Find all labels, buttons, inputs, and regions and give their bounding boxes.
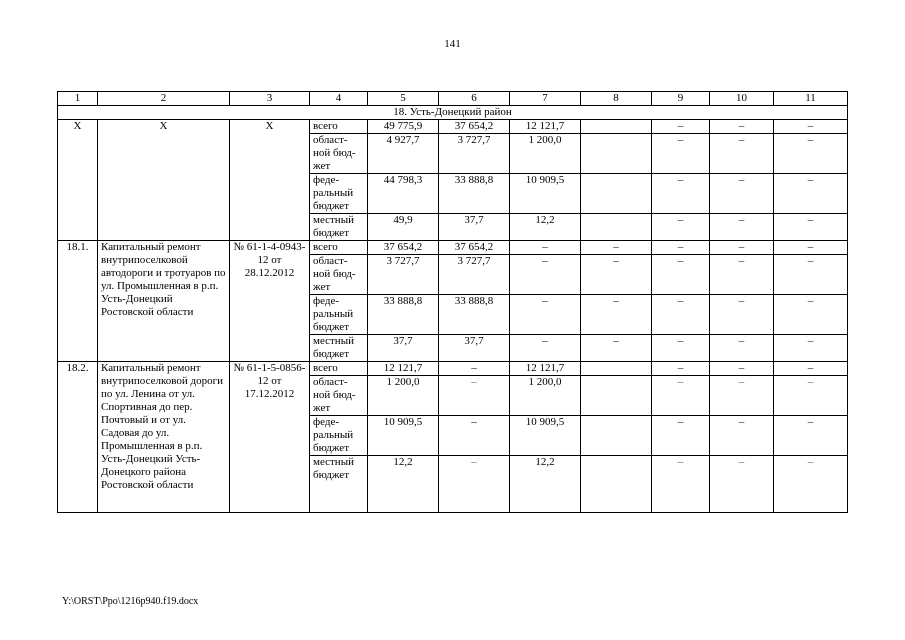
value-cell: 33 888,8 [439, 174, 510, 214]
value-cell: 12 121,7 [368, 362, 439, 376]
budget-label: област-ной бюд-жет [310, 134, 368, 174]
value-cell: 10 909,5 [510, 174, 581, 214]
value-cell: – [652, 241, 710, 255]
value-cell: – [581, 335, 652, 362]
budget-label: всего [310, 241, 368, 255]
column-header: 8 [581, 92, 652, 106]
value-cell: – [774, 335, 848, 362]
item-name: Капитальный ремонт внутрипоселковой дороги по ул. Ленина от ул. Спортивная до пер. Почтовый и от ул. Садовая до ул. Промышленная в р.п. Усть-Донецкий Усть-Донецкого района Ростовской области [98, 362, 230, 513]
value-cell: 49 775,9 [368, 120, 439, 134]
summary-contract: X [230, 120, 310, 241]
value-cell: 37,7 [439, 335, 510, 362]
column-header: 5 [368, 92, 439, 106]
value-cell: 33 888,8 [439, 295, 510, 335]
value-cell: – [774, 376, 848, 416]
value-cell: 1 200,0 [368, 376, 439, 416]
value-cell: – [774, 456, 848, 513]
value-cell: 12 121,7 [510, 362, 581, 376]
value-cell: – [710, 120, 774, 134]
value-cell: – [710, 134, 774, 174]
value-cell [581, 456, 652, 513]
table-row [58, 120, 848, 134]
budget-label: местный бюджет [310, 456, 368, 513]
column-header: 7 [510, 92, 581, 106]
item-name: Капитальный ремонт внутрипоселковой автодороги и тротуаров по ул. Промышленная в р.п. Усть-Донецкий Ростовской области [98, 241, 230, 362]
budget-label: местный бюджет [310, 214, 368, 241]
value-cell: – [774, 255, 848, 295]
value-cell: – [652, 295, 710, 335]
value-cell: – [439, 362, 510, 376]
value-cell: – [652, 120, 710, 134]
value-cell: – [710, 416, 774, 456]
value-cell [581, 120, 652, 134]
value-cell: 3 727,7 [439, 134, 510, 174]
column-header: 4 [310, 92, 368, 106]
value-cell: 3 727,7 [368, 255, 439, 295]
value-cell: – [710, 362, 774, 376]
value-cell: – [710, 255, 774, 295]
value-cell: – [652, 362, 710, 376]
value-cell: 33 888,8 [368, 295, 439, 335]
value-cell: – [774, 241, 848, 255]
column-header: 1 [58, 92, 98, 106]
item-number: 18.1. [58, 241, 98, 362]
item-contract: № 61-1-4-0943-12 от 28.12.2012 [230, 241, 310, 362]
column-header: 11 [774, 92, 848, 106]
value-cell: – [710, 335, 774, 362]
section-title: 18. Усть-Донецкий район [58, 106, 848, 120]
summary-name: X [98, 120, 230, 241]
value-cell: 12,2 [510, 456, 581, 513]
value-cell: – [710, 376, 774, 416]
value-cell: 4 927,7 [368, 134, 439, 174]
value-cell: 37,7 [439, 214, 510, 241]
file-path-footer: Y:\ORST\Ppo\1216p940.f19.docx [62, 596, 199, 607]
budget-label: област-ной бюд-жет [310, 376, 368, 416]
value-cell: – [652, 335, 710, 362]
value-cell: – [652, 255, 710, 295]
column-number-row [58, 92, 848, 106]
budget-label: местный бюджет [310, 335, 368, 362]
item-contract: № 61-1-5-0856-12 от 17.12.2012 [230, 362, 310, 513]
value-cell: – [581, 241, 652, 255]
column-header: 9 [652, 92, 710, 106]
value-cell: – [710, 456, 774, 513]
value-cell: 37 654,2 [439, 120, 510, 134]
value-cell: – [652, 134, 710, 174]
value-cell: – [510, 295, 581, 335]
value-cell: – [774, 362, 848, 376]
value-cell: – [510, 335, 581, 362]
table-row [58, 241, 848, 255]
value-cell: 12,2 [510, 214, 581, 241]
value-cell: – [652, 174, 710, 214]
value-cell: – [510, 255, 581, 295]
value-cell: – [710, 295, 774, 335]
value-cell: – [710, 241, 774, 255]
value-cell [581, 376, 652, 416]
budget-label: феде-ральный бюджет [310, 295, 368, 335]
value-cell: 1 200,0 [510, 134, 581, 174]
budget-label: феде-ральный бюджет [310, 416, 368, 456]
value-cell: – [774, 134, 848, 174]
value-cell: 12,2 [368, 456, 439, 513]
value-cell: – [439, 416, 510, 456]
value-cell: – [439, 376, 510, 416]
value-cell: 49,9 [368, 214, 439, 241]
value-cell: 44 798,3 [368, 174, 439, 214]
table-row [58, 362, 848, 376]
column-header: 6 [439, 92, 510, 106]
value-cell: – [774, 295, 848, 335]
column-header: 2 [98, 92, 230, 106]
value-cell: 37,7 [368, 335, 439, 362]
value-cell [581, 416, 652, 456]
value-cell: 37 654,2 [439, 241, 510, 255]
value-cell: – [652, 416, 710, 456]
value-cell: 10 909,5 [368, 416, 439, 456]
value-cell: – [774, 120, 848, 134]
value-cell: 37 654,2 [368, 241, 439, 255]
value-cell: 1 200,0 [510, 376, 581, 416]
summary-number: X [58, 120, 98, 241]
value-cell: 3 727,7 [439, 255, 510, 295]
column-header: 10 [710, 92, 774, 106]
value-cell: – [652, 376, 710, 416]
value-cell: – [439, 456, 510, 513]
budget-label: всего [310, 362, 368, 376]
value-cell: – [652, 214, 710, 241]
value-cell [581, 362, 652, 376]
value-cell: – [774, 416, 848, 456]
value-cell [581, 174, 652, 214]
page-number: 141 [444, 38, 461, 50]
value-cell [581, 214, 652, 241]
program-table [57, 91, 848, 513]
value-cell: – [652, 456, 710, 513]
value-cell [581, 134, 652, 174]
value-cell: – [710, 174, 774, 214]
budget-label: всего [310, 120, 368, 134]
section-row [58, 106, 848, 120]
value-cell: – [581, 295, 652, 335]
value-cell: 12 121,7 [510, 120, 581, 134]
column-header: 3 [230, 92, 310, 106]
value-cell: – [710, 214, 774, 241]
value-cell: – [581, 255, 652, 295]
value-cell: – [774, 214, 848, 241]
item-number: 18.2. [58, 362, 98, 513]
value-cell: 10 909,5 [510, 416, 581, 456]
budget-label: област-ной бюд-жет [310, 255, 368, 295]
value-cell: – [774, 174, 848, 214]
value-cell: – [510, 241, 581, 255]
budget-label: феде-ральный бюджет [310, 174, 368, 214]
